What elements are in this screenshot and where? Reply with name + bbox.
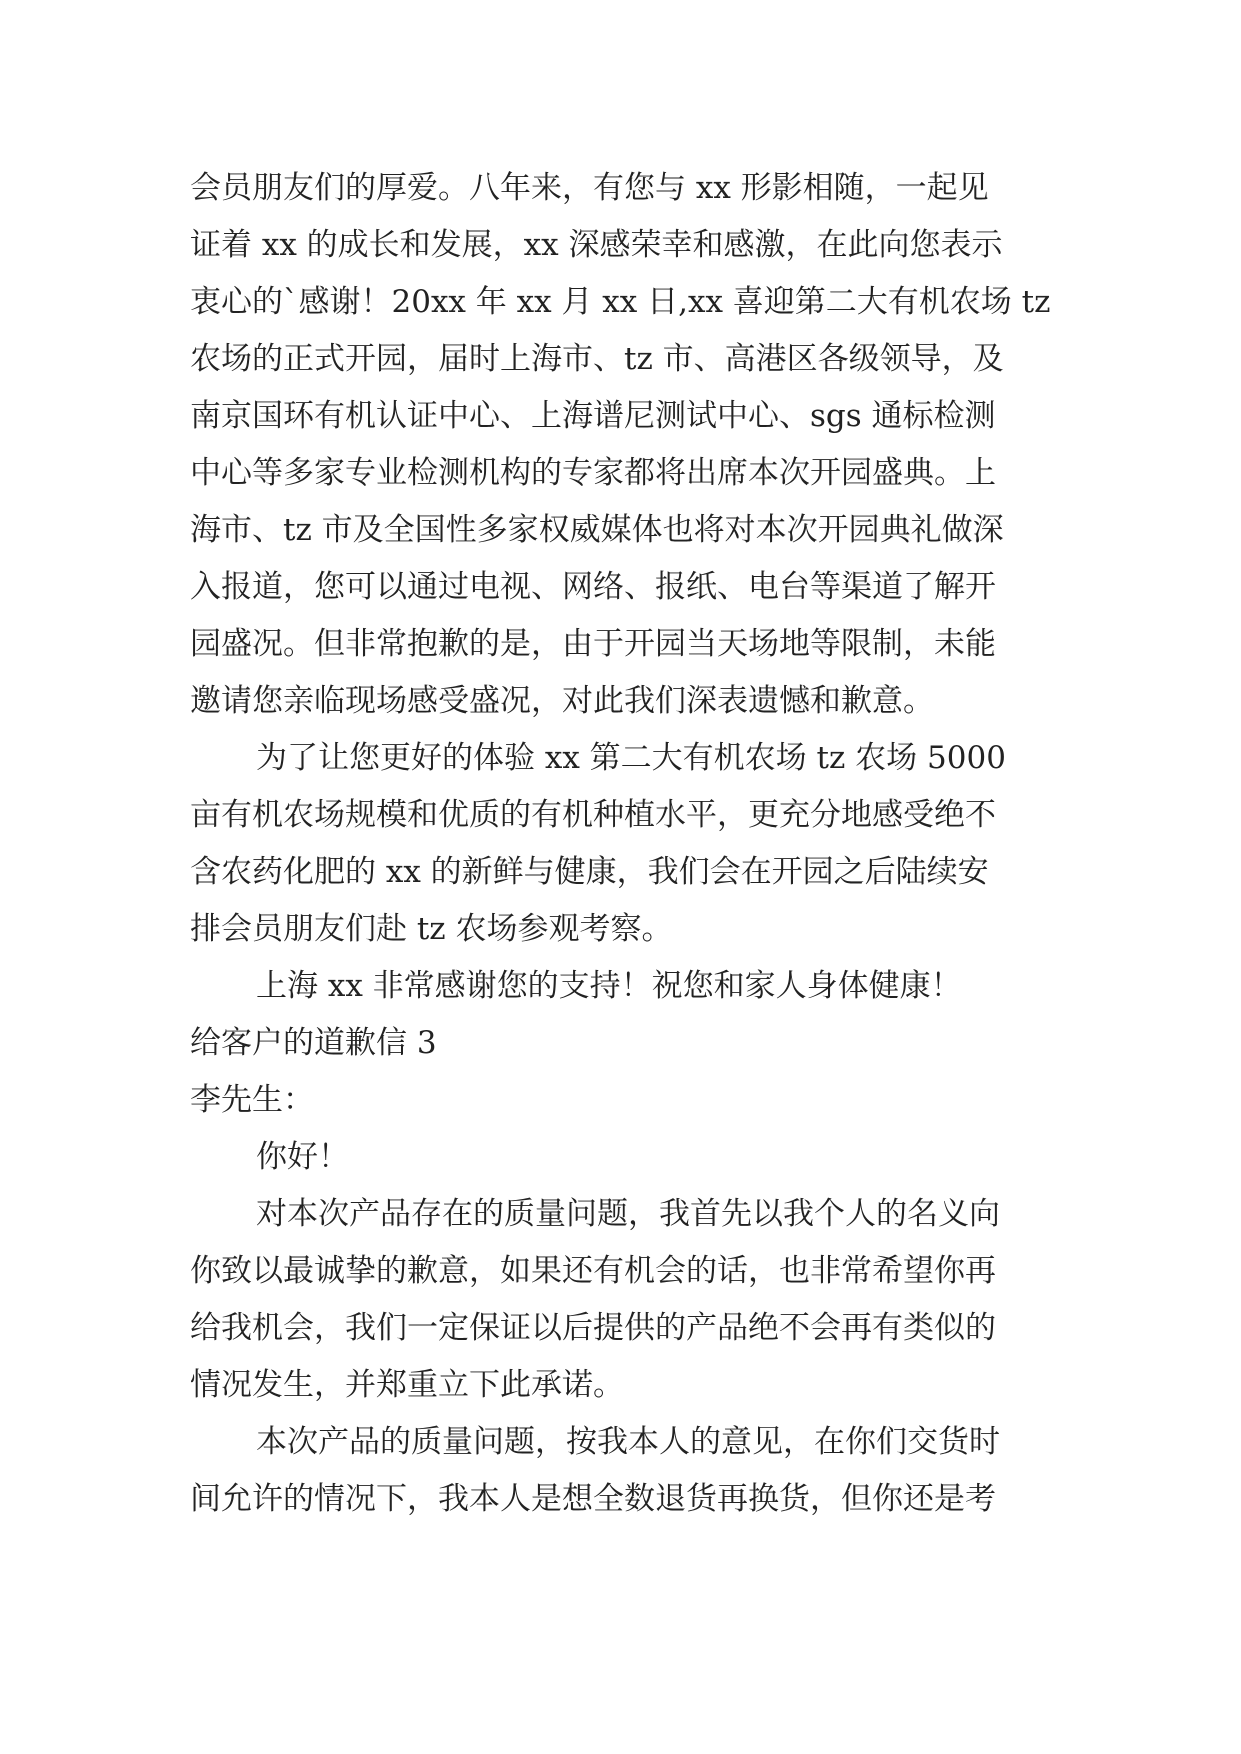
text-line: 情况发生，并郑重立下此承诺。 [190, 1367, 624, 1403]
text-line: 对本次产品存在的质量问题，我首先以我个人的名义向 [256, 1196, 1000, 1232]
text-line: 排会员朋友们赴 tz 农场参观考察。 [190, 911, 673, 947]
greeting: 你好！ [256, 1139, 349, 1175]
paragraph-2 [190, 730, 1060, 958]
closing-line: 上海 xx 非常感谢您的支持！祝您和家人身体健康！ [256, 968, 962, 1004]
text-line: 海市、tz 市及全国性多家权威媒体也将对本次开园典礼做深 [190, 512, 1004, 548]
text-line: 你致以最诚挚的歉意，如果还有机会的话，也非常希望你再 [190, 1253, 996, 1289]
text-line: 亩有机农场规模和优质的有机种植水平，更充分地感受绝不 [190, 797, 996, 833]
document-body [190, 160, 1060, 1528]
text-line: 证着 xx 的成长和发展，xx 深感荣幸和感激，在此向您表示 [190, 227, 1003, 263]
text-line: 会员朋友们的厚爱。八年来，有您与 xx 形影相随，一起见 [190, 170, 989, 206]
text-line: 间允许的情况下，我本人是想全数退货再换货，但你还是考 [190, 1481, 996, 1517]
paragraph-1 [190, 160, 1060, 730]
text-line: 园盛况。但非常抱歉的是，由于开园当天场地等限制，未能 [190, 626, 996, 662]
salutation: 李先生： [190, 1082, 314, 1118]
paragraph-4 [190, 1414, 1060, 1528]
text-line: 入报道，您可以通过电视、网络、报纸、电台等渠道了解开 [190, 569, 996, 605]
text-line: 中心等多家专业检测机构的专家都将出席本次开园盛典。上 [190, 455, 996, 491]
text-line: 含农药化肥的 xx 的新鲜与健康，我们会在开园之后陆续安 [190, 854, 989, 890]
text-line: 农场的正式开园，届时上海市、tz 市、高港区各级领导，及 [190, 341, 1004, 377]
text-line: 南京国环有机认证中心、上海谱尼测试中心、sgs 通标检测 [190, 398, 996, 434]
text-line: 衷心的`感谢！20xx 年 xx 月 xx 日,xx 喜迎第二大有机农场 tz [190, 284, 1051, 320]
paragraph-3 [190, 1186, 1060, 1414]
text-line: 邀请您亲临现场感受盛况，对此我们深表遗憾和歉意。 [190, 683, 934, 719]
text-line: 给我机会，我们一定保证以后提供的产品绝不会再有类似的 [190, 1310, 996, 1346]
text-line: 本次产品的质量问题，按我本人的意见，在你们交货时 [256, 1424, 1000, 1460]
section-title: 给客户的道歉信 3 [190, 1025, 437, 1061]
text-line: 为了让您更好的体验 xx 第二大有机农场 tz 农场 5000 [256, 740, 1006, 776]
